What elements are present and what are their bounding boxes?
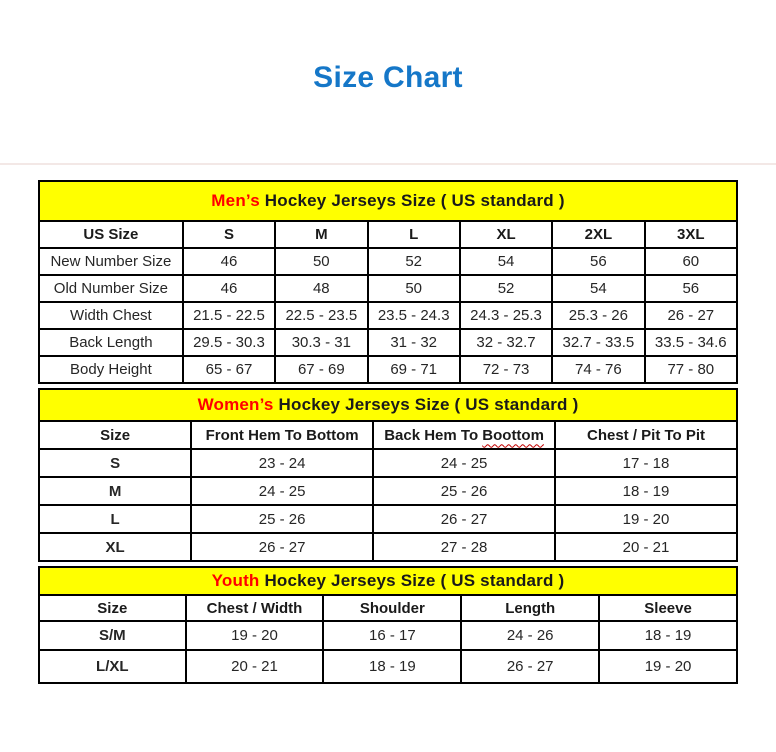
value-cell: 19 - 20: [186, 621, 324, 650]
table-row: [39, 449, 737, 477]
row-label: L/XL: [39, 650, 186, 683]
value-cell: 26 - 27: [373, 505, 555, 533]
mens-column-header-row: [39, 221, 737, 248]
column-header: L: [368, 221, 460, 248]
value-cell: 26 - 27: [645, 302, 737, 329]
value-cell: 20 - 21: [186, 650, 324, 683]
table-row: [39, 275, 737, 302]
womens-heading-highlight: Women’s: [197, 395, 274, 414]
row-label: L: [39, 505, 191, 533]
column-header: M: [275, 221, 367, 248]
value-cell: 26 - 27: [461, 650, 599, 683]
value-cell: 31 - 32: [368, 329, 460, 356]
column-header: Front Hem To Bottom: [191, 421, 373, 449]
value-cell: 22.5 - 23.5: [275, 302, 367, 329]
mens-heading-text: Hockey Jerseys Size ( US standard ): [259, 191, 565, 210]
column-header: Length: [461, 595, 599, 621]
mens-heading-row: [39, 181, 737, 221]
value-cell: 50: [368, 275, 460, 302]
value-cell: 29.5 - 30.3: [183, 329, 275, 356]
row-label: Width Chest: [39, 302, 183, 329]
womens-size-table: [38, 388, 738, 562]
column-header: Size: [39, 421, 191, 449]
faint-divider-line: [0, 163, 776, 165]
value-cell: 69 - 71: [368, 356, 460, 383]
value-cell: 65 - 67: [183, 356, 275, 383]
row-label: M: [39, 477, 191, 505]
row-label: XL: [39, 533, 191, 561]
youth-column-header-row: [39, 595, 737, 621]
womens-table-body: [39, 449, 737, 561]
value-cell: 17 - 18: [555, 449, 737, 477]
column-header: Chest / Pit To Pit: [555, 421, 737, 449]
table-row: [39, 650, 737, 683]
value-cell: 25 - 26: [373, 477, 555, 505]
value-cell: 24 - 26: [461, 621, 599, 650]
value-cell: 23 - 24: [191, 449, 373, 477]
column-header: S: [183, 221, 275, 248]
value-cell: 24.3 - 25.3: [460, 302, 552, 329]
value-cell: 67 - 69: [275, 356, 367, 383]
value-cell: 54: [460, 248, 552, 275]
value-cell: 33.5 - 34.6: [645, 329, 737, 356]
value-cell: 19 - 20: [555, 505, 737, 533]
value-cell: 60: [645, 248, 737, 275]
column-header: 2XL: [552, 221, 644, 248]
table-row: [39, 533, 737, 561]
row-label: S: [39, 449, 191, 477]
value-cell: 18 - 19: [323, 650, 461, 683]
mens-table-heading: [39, 181, 737, 221]
column-header: Shoulder: [323, 595, 461, 621]
value-cell: 21.5 - 22.5: [183, 302, 275, 329]
value-cell: 52: [460, 275, 552, 302]
value-cell: 52: [368, 248, 460, 275]
value-cell: 27 - 28: [373, 533, 555, 561]
misspelled-word: Boottom: [482, 426, 544, 444]
youth-table-heading: [39, 567, 737, 595]
column-header: Size: [39, 595, 186, 621]
value-cell: 26 - 27: [191, 533, 373, 561]
value-cell: 32.7 - 33.5: [552, 329, 644, 356]
youth-table-body: [39, 621, 737, 683]
size-tables-container: [38, 180, 738, 688]
page-title: Size Chart: [313, 61, 463, 94]
value-cell: 74 - 76: [552, 356, 644, 383]
column-header: Chest / Width: [186, 595, 324, 621]
row-label: S/M: [39, 621, 186, 650]
value-cell: 48: [275, 275, 367, 302]
mens-heading-highlight: Men’s: [211, 191, 260, 210]
value-cell: 25.3 - 26: [552, 302, 644, 329]
womens-table-heading: [39, 389, 737, 421]
mens-table-body: [39, 248, 737, 383]
mens-size-table: [38, 180, 738, 384]
value-cell: 50: [275, 248, 367, 275]
value-cell: 72 - 73: [460, 356, 552, 383]
value-cell: 56: [645, 275, 737, 302]
value-cell: 18 - 19: [555, 477, 737, 505]
youth-heading-highlight: Youth: [211, 571, 260, 590]
table-row: [39, 302, 737, 329]
table-row: [39, 621, 737, 650]
row-label: Back Length: [39, 329, 183, 356]
value-cell: 54: [552, 275, 644, 302]
youth-size-table: [38, 566, 738, 684]
value-cell: 77 - 80: [645, 356, 737, 383]
value-cell: 46: [183, 275, 275, 302]
row-label: Body Height: [39, 356, 183, 383]
value-cell: 16 - 17: [323, 621, 461, 650]
value-cell: 19 - 20: [599, 650, 737, 683]
youth-heading-row: [39, 567, 737, 595]
table-row: [39, 248, 737, 275]
womens-column-header-row: [39, 421, 737, 449]
youth-heading-text: Hockey Jerseys Size ( US standard ): [259, 571, 565, 590]
value-cell: 24 - 25: [373, 449, 555, 477]
column-header: US Size: [39, 221, 183, 248]
column-header: Back Hem To Boottom: [373, 421, 555, 449]
value-cell: 25 - 26: [191, 505, 373, 533]
table-row: [39, 477, 737, 505]
column-header: XL: [460, 221, 552, 248]
value-cell: 56: [552, 248, 644, 275]
value-cell: 46: [183, 248, 275, 275]
value-cell: 18 - 19: [599, 621, 737, 650]
table-row: [39, 329, 737, 356]
table-row: [39, 505, 737, 533]
womens-heading-row: [39, 389, 737, 421]
value-cell: 32 - 32.7: [460, 329, 552, 356]
row-label: Old Number Size: [39, 275, 183, 302]
column-header: Sleeve: [599, 595, 737, 621]
column-header: 3XL: [645, 221, 737, 248]
value-cell: 24 - 25: [191, 477, 373, 505]
value-cell: 20 - 21: [555, 533, 737, 561]
row-label: New Number Size: [39, 248, 183, 275]
womens-heading-text: Hockey Jerseys Size ( US standard ): [273, 395, 579, 414]
value-cell: 23.5 - 24.3: [368, 302, 460, 329]
table-row: [39, 356, 737, 383]
value-cell: 30.3 - 31: [275, 329, 367, 356]
